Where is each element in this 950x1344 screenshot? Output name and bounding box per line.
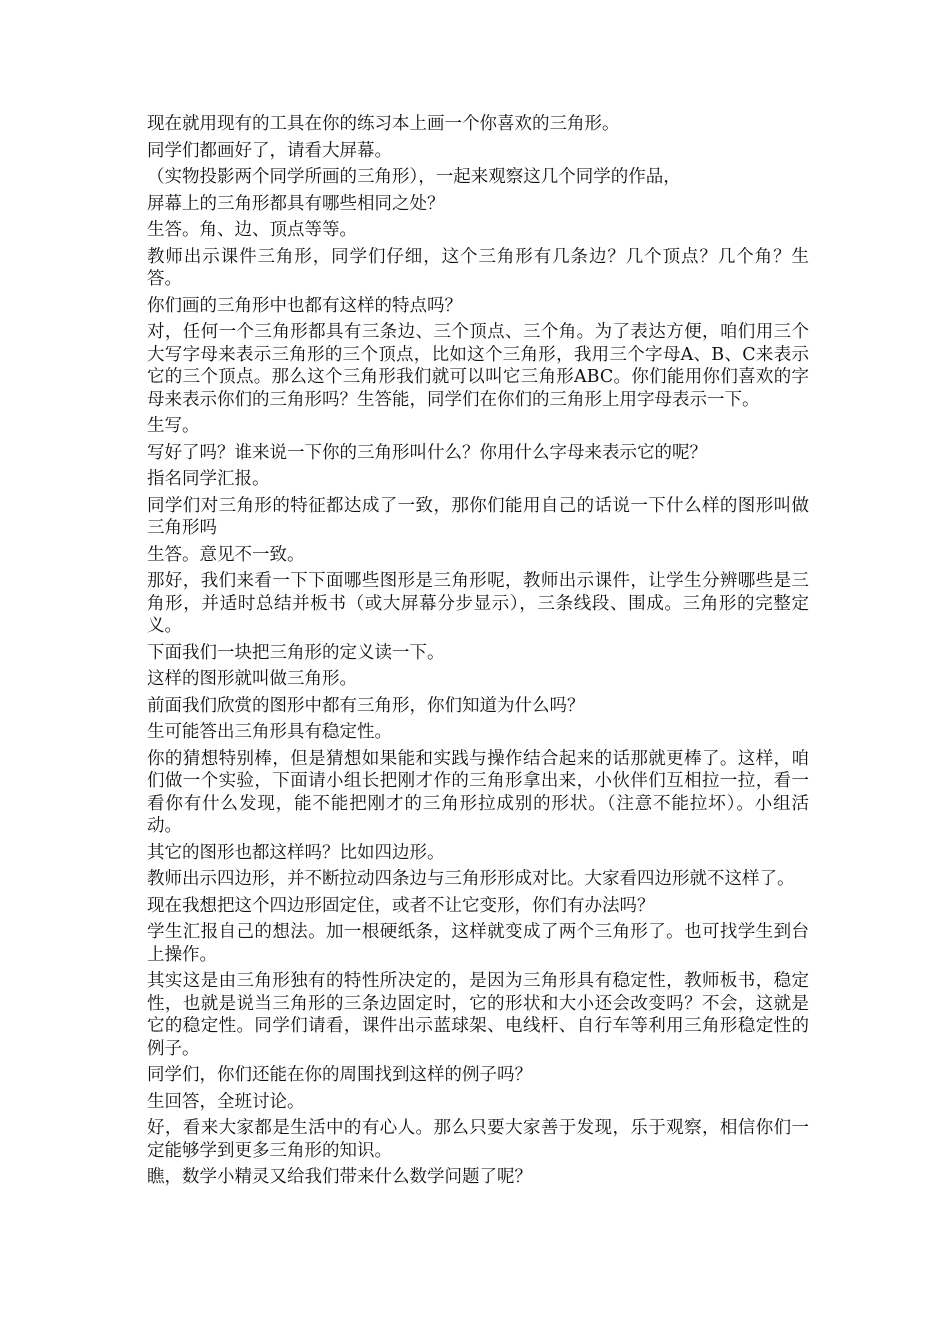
paragraph: 生回答，全班讨论。 <box>147 1091 305 1112</box>
paragraph: 下面我们一块把三角形的定义读一下。 <box>147 642 445 663</box>
paragraph: 生答。角、边、顶点等等。 <box>147 220 357 240</box>
paragraph: 那好，我们来看一下下面哪些图形是三角形呢，教师出示课件，让学生分辨哪些是三角形，并适时总结并板书（或大屏幕分步显示），三条线段、围成。三角形的完整定义。 <box>147 571 809 636</box>
paragraph: 同学们，你们还能在你的周围找到这样的例子吗？ <box>147 1065 532 1085</box>
paragraph: 同学们对三角形的特征都达成了一致，那你们能用自己的话说一下什么样的图形叫做三角形吗 <box>147 495 809 538</box>
paragraph: 生写。 <box>147 416 200 436</box>
paragraph: 对，任何一个三角形都具有三条边、三个顶点、三个角。为了表达方便，咱们用三个大写字母来表示三角形的三个顶点，比如这个三角形，我用三个字母A、B、C来表示它的三个顶点。那么这个三角形我们就可以叫它三角形ABC。你们能用你们喜欢的字母来表示你们的三角形吗？生答能，同学们在你们的三角形上用字母表示一下。 <box>147 322 809 410</box>
paragraph: 现在就用现有的工具在你的练习本上画一个你喜欢的三角形。 <box>147 114 620 134</box>
paragraph: 写好了吗？谁来说一下你的三角形叫什么？你用什么字母来表示它的呢？ <box>147 442 707 463</box>
paragraph: 生答。意见不一致。 <box>147 544 305 565</box>
paragraph: 教师出示四边形，并不断拉动四条边与三角形形成对比。大家看四边形就不这样了。 <box>147 869 795 889</box>
paragraph: 前面我们欣赏的图形中都有三角形，你们知道为什么吗？ <box>147 695 585 716</box>
paragraph: 其它的图形也都这样吗？比如四边形。 <box>147 842 445 863</box>
paragraph: 同学们都画好了，请看大屏幕。 <box>147 140 392 161</box>
paragraph: 现在我想把这个四边形固定住，或者不让它变形，你们有办法吗？ <box>147 895 655 916</box>
paragraph: 你的猜想特别棒，但是猜想如果能和实践与操作结合起来的话那就更棒了。这样，咱们做一个实验，下面请小组长把刚才作的三角形拿出来，小伙伴们互相拉一拉，看一看你有什么发现，能不能把刚才的三角形拉成别的形状。（注意不能拉坏）。小组活动。 <box>147 748 809 836</box>
paragraph: 其实这是由三角形独有的特性所决定的，是因为三角形具有稳定性，教师板书，稳定性，也就是说当三角形的三条边固定时，它的形状和大小还会改变吗？不会，这就是它的稳定性。同学们请看，课件出示蓝球架、电线杆、自行车等利用三角形稳定性的例子。 <box>147 971 809 1059</box>
paragraph: （实物投影两个同学所画的三角形），一起来观察这几个同学的作品， <box>147 167 681 187</box>
paragraph: 屏幕上的三角形都具有哪些相同之处？ <box>147 193 445 214</box>
paragraph: 瞧，数学小精灵又给我们带来什么数学问题了呢？ <box>147 1167 532 1187</box>
paragraph: 生可能答出三角形具有稳定性。 <box>147 722 392 742</box>
paragraph: 教师出示课件三角形，同学们仔细，这个三角形有几条边？几个顶点？几个角？生答。 <box>147 246 809 289</box>
paragraph: 学生汇报自己的想法。加一根硬纸条，这样就变成了两个三角形了。也可找学生到台上操作。 <box>147 922 809 965</box>
paragraph: 好，看来大家都是生活中的有心人。那么只要大家善于发现，乐于观察，相信你们一定能够学到更多三角形的知识。 <box>147 1118 809 1161</box>
paragraph: 这样的图形就叫做三角形。 <box>147 669 357 689</box>
document-body <box>147 113 809 1193</box>
paragraph: 指名同学汇报。 <box>147 469 270 489</box>
paragraph: 你们画的三角形中也都有这样的特点吗？ <box>147 295 462 316</box>
